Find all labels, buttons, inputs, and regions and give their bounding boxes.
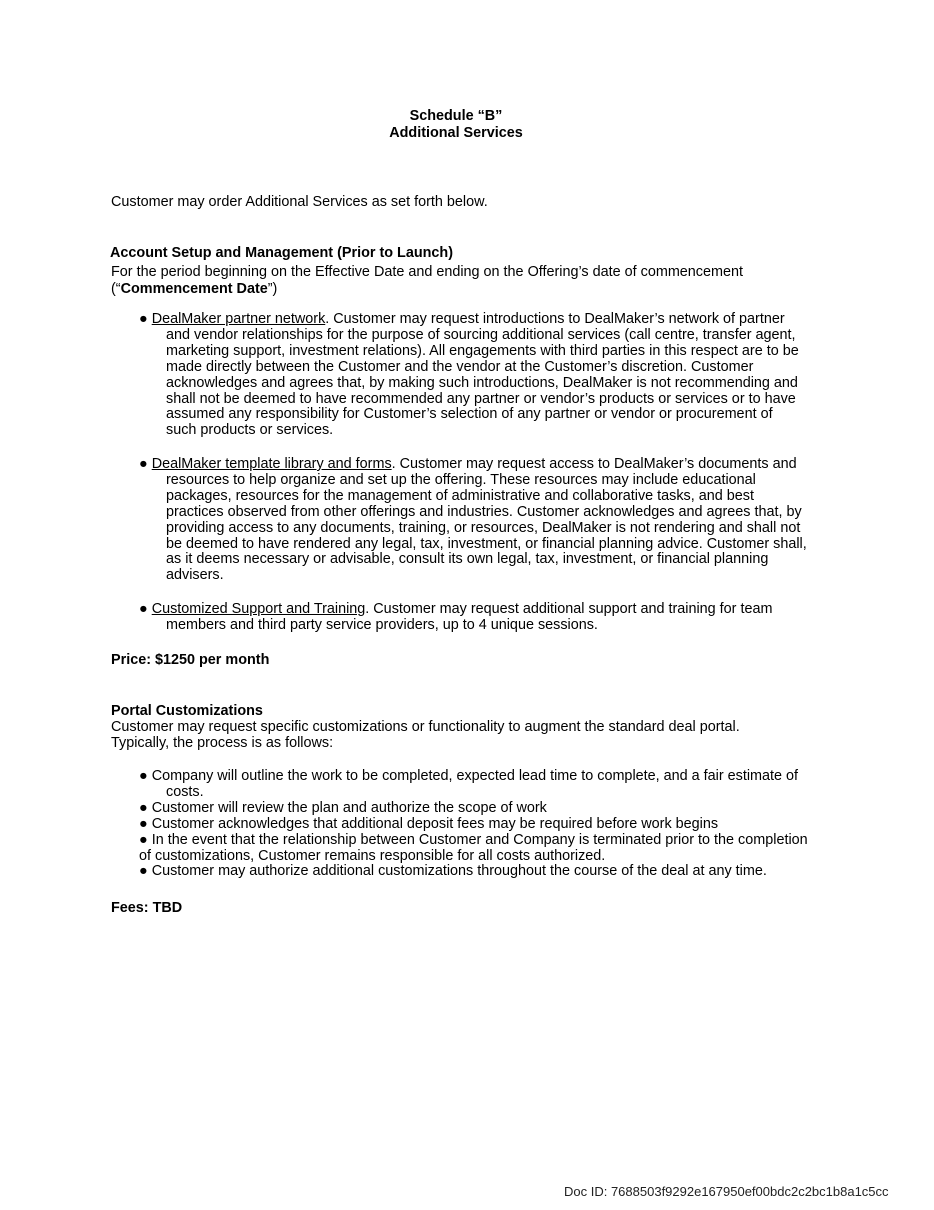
list-item xyxy=(139,769,829,785)
description-line: Customer may request specific customizations or functionality to augment the standard deal portal. xyxy=(111,719,740,735)
bullet-text: assumed any responsibility for Customer’s selection of any partner or vendor or procurement of xyxy=(166,406,773,423)
quote-open: (“ xyxy=(111,281,121,297)
bullet-text: and vendor relationships for the purpose of sourcing additional services (call centre, transfer agent, xyxy=(166,326,796,343)
bullet-text: advisers. xyxy=(166,567,224,584)
bullet-text: be deemed to have rendered any legal, tax, investment, or financial planning advice. Customer shall, xyxy=(166,535,807,552)
bullet-first-line xyxy=(139,312,829,328)
bullet-title: Customized Support and Training xyxy=(151,601,366,617)
bullet-text: members and third party service providers, up to 4 unique sessions. xyxy=(166,616,598,633)
bullet-text: marketing support, investment relations). All engagements with third parties in this respect are to be xyxy=(166,342,799,359)
bullet-icon: ● xyxy=(139,601,148,617)
section-heading-account-setup: Account Setup and Management (Prior to Launch) xyxy=(110,245,453,261)
bullet-text: . Customer may request additional support and training for team xyxy=(365,601,773,617)
doc-id: Doc ID: 7688503f9292e167950ef00bdc2c2bc1b8a1c5cc xyxy=(564,1184,889,1199)
bullet-text: . Customer may request access to DealMaker’s documents and xyxy=(391,456,797,472)
list-item xyxy=(139,457,829,584)
bullet-text: as it deems necessary or advisable, consult its own legal, tax, investment, or financial planning xyxy=(166,551,769,568)
bullet-icon: ● xyxy=(139,311,148,327)
list-item xyxy=(139,801,829,817)
bullet-icon: ● xyxy=(139,863,148,880)
bullet-text: packages, resources for the management of administrative and collaborative tasks, and best xyxy=(166,487,754,504)
bullet-text: providing access to any documents, training, or resources, DealMaker is not rendering and shall not xyxy=(166,519,801,536)
defined-term: Commencement Date xyxy=(120,281,268,297)
schedule-title: Schedule “B” xyxy=(409,108,503,124)
bullet-text: Customer will review the plan and authorize the scope of work xyxy=(151,799,547,816)
bullet-text: Customer may authorize additional customizations throughout the course of the deal at any time. xyxy=(151,863,767,880)
bullet-icon: ● xyxy=(139,815,148,832)
bullet-text: Company will outline the work to be completed, expected lead time to complete, and a fair estimate of xyxy=(151,768,799,784)
bullet-icon: ● xyxy=(139,456,148,472)
bullet-text: In the event that the relationship between Customer and Company is terminated prior to the completion xyxy=(151,831,808,848)
bullet-icon: ● xyxy=(139,768,148,784)
description-line: For the period beginning on the Effective Date and ending on the Offering’s date of commencement xyxy=(111,264,744,280)
bullet-title: DealMaker template library and forms xyxy=(151,456,392,472)
list-item xyxy=(139,602,829,634)
bullet-text: such products or services. xyxy=(166,422,334,439)
bullet-text: Customer acknowledges that additional deposit fees may be required before work begins xyxy=(151,815,719,832)
section-description xyxy=(111,264,811,297)
list-item xyxy=(139,817,829,833)
bullet-text: resources to help organize and set up the offering. These resources may include educational xyxy=(166,471,756,488)
list-item xyxy=(139,864,829,880)
list-item xyxy=(139,312,829,439)
description-line xyxy=(111,281,811,297)
bullet-first-line xyxy=(139,457,829,473)
bullet-icon: ● xyxy=(139,799,148,816)
customization-list xyxy=(139,769,829,880)
price-label: Price: $1250 per month xyxy=(111,652,270,668)
fees-label: Fees: TBD xyxy=(111,900,183,916)
section-description xyxy=(111,719,811,751)
schedule-subtitle: Additional Services xyxy=(389,125,523,141)
bullet-icon: ● xyxy=(139,831,148,848)
quote-close: ”) xyxy=(267,281,278,297)
bullet-text: of customizations, Customer remains responsible for all costs authorized. xyxy=(139,847,606,864)
intro-paragraph: Customer may order Additional Services as set forth below. xyxy=(111,194,488,210)
bullet-text: made directly between the Customer and the vendor at the Customer’s discretion. Customer xyxy=(166,358,754,375)
bullet-text: practices observed from other offerings and industries. Customer acknowledges and agrees that, by xyxy=(166,503,802,520)
bullet-text: acknowledges and agrees that, by making such introductions, DealMaker is not recommending and xyxy=(166,374,798,391)
section-heading-portal: Portal Customizations xyxy=(111,703,263,719)
list-item xyxy=(139,833,829,849)
description-line: Typically, the process is as follows: xyxy=(111,735,334,751)
bullet-title: DealMaker partner network xyxy=(151,311,326,327)
bullet-first-line xyxy=(139,602,829,618)
bullet-text: shall not be deemed to have recommended any partner or vendor’s products or services or to have xyxy=(166,390,796,407)
bullet-text: costs. xyxy=(166,783,204,800)
bullet-text: . Customer may request introductions to DealMaker’s network of partner xyxy=(325,311,785,327)
